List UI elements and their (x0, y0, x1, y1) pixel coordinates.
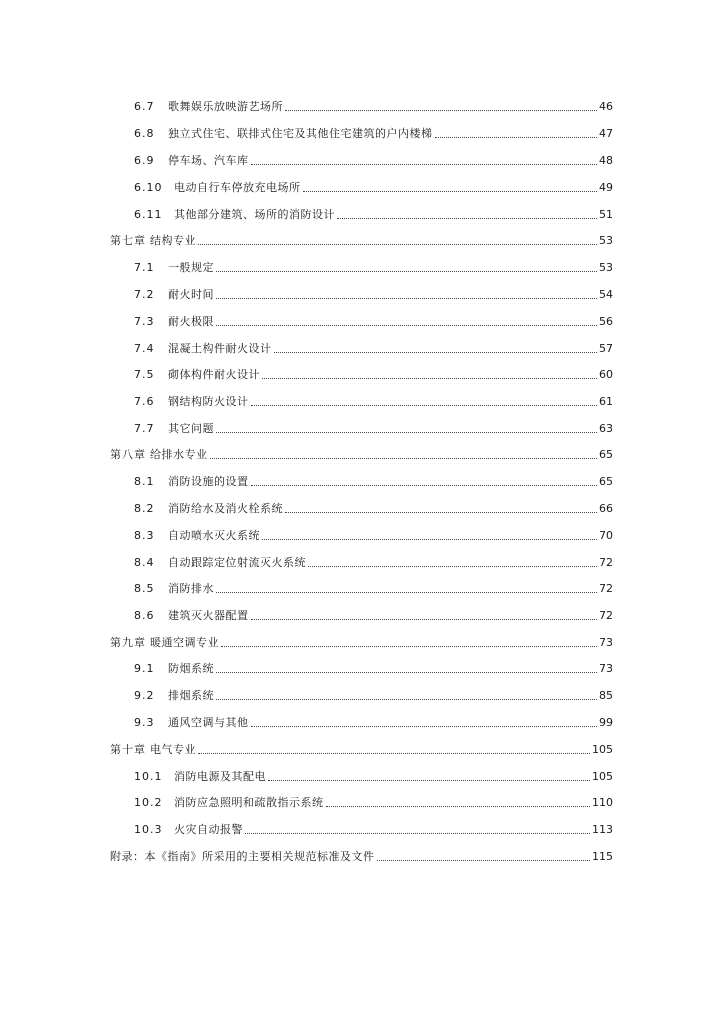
dot-leader (268, 779, 590, 781)
toc-entry-chapter-10[interactable] (0, 739, 724, 757)
toc-entry-title: 火灾自动报警 (174, 823, 243, 836)
dot-leader (285, 109, 597, 111)
toc-entry-page: 53 (599, 261, 613, 274)
toc-entry-page: 72 (599, 609, 613, 622)
dot-leader (377, 859, 591, 861)
toc-entry-8-1[interactable] (0, 471, 724, 489)
toc-entry-page: 73 (599, 636, 613, 649)
toc-entry-9-1[interactable] (0, 658, 724, 676)
toc-entry-number: 8.3 (134, 529, 155, 542)
toc-entry-number: 7.3 (134, 315, 155, 328)
dot-leader (216, 671, 597, 673)
dot-leader (337, 217, 597, 219)
toc-entry-title: 电动自行车停放充电场所 (174, 181, 301, 194)
toc-entry-7-3[interactable] (0, 311, 724, 329)
toc-entry-number: 7.6 (134, 395, 155, 408)
toc-entry-page: 56 (599, 315, 613, 328)
toc-entry-number: 7.2 (134, 288, 155, 301)
toc-entry-6-11[interactable] (0, 204, 724, 222)
toc-entry-10-2[interactable] (0, 792, 724, 810)
toc-entry-number: 6.11 (134, 208, 163, 221)
toc-entry-appendix[interactable] (0, 846, 724, 864)
dot-leader (326, 805, 591, 807)
toc-entry-chapter-7[interactable] (0, 230, 724, 248)
toc-entry-title: 建筑灭火器配置 (168, 609, 249, 622)
toc-entry-6-10[interactable] (0, 177, 724, 195)
toc-entry-page: 65 (599, 475, 613, 488)
toc-entry-title: 防烟系统 (168, 662, 214, 675)
toc-entry-number: 第八章 (110, 448, 146, 461)
toc-entry-title: 混凝土构件耐火设计 (168, 342, 272, 355)
toc-entry-10-1[interactable] (0, 766, 724, 784)
toc-entry-title: 电气专业 (150, 743, 196, 756)
dot-leader (262, 377, 597, 379)
toc-entry-page: 47 (599, 127, 613, 140)
toc-entry-number: 7.5 (134, 368, 155, 381)
toc-entry-title: 消防电源及其配电 (174, 770, 266, 783)
dot-leader (262, 538, 597, 540)
toc-entry-page: 65 (599, 448, 613, 461)
toc-entry-6-7[interactable] (0, 96, 724, 114)
toc-entry-number: 9.3 (134, 716, 155, 729)
toc-entry-number: 8.4 (134, 556, 155, 569)
toc-entry-page: 72 (599, 582, 613, 595)
toc-entry-number: 10.1 (134, 770, 163, 783)
toc-entry-title: 其他部分建筑、场所的消防设计 (174, 208, 335, 221)
toc-entry-page: 113 (592, 823, 613, 836)
toc-entry-6-9[interactable] (0, 150, 724, 168)
toc-entry-7-1[interactable] (0, 257, 724, 275)
dot-leader (216, 297, 597, 299)
toc-entry-title: 自动喷水灭火系统 (168, 529, 260, 542)
dot-leader (216, 698, 597, 700)
toc-entry-9-3[interactable] (0, 712, 724, 730)
toc-entry-page: 66 (599, 502, 613, 515)
toc-entry-page: 61 (599, 395, 613, 408)
toc-entry-number: 6.8 (134, 127, 155, 140)
toc-entry-8-5[interactable] (0, 578, 724, 596)
toc-entry-page: 46 (599, 100, 613, 113)
dot-leader (308, 565, 597, 567)
toc-entry-number: 10.3 (134, 823, 163, 836)
toc-entry-title: 消防给水及消火栓系统 (168, 502, 283, 515)
toc-entry-page: 110 (592, 796, 613, 809)
dot-leader (216, 270, 597, 272)
toc-entry-10-3[interactable] (0, 819, 724, 837)
dot-leader (435, 136, 598, 138)
toc-entry-title: 消防排水 (168, 582, 214, 595)
toc-entry-number: 8.6 (134, 609, 155, 622)
toc-entry-title: 钢结构防火设计 (168, 395, 249, 408)
dot-leader (251, 618, 598, 620)
toc-entry-chapter-8[interactable] (0, 444, 724, 462)
toc-entry-8-3[interactable] (0, 525, 724, 543)
dot-leader (251, 484, 598, 486)
toc-entry-title: 歌舞娱乐放映游艺场所 (168, 100, 283, 113)
toc-entry-page: 53 (599, 234, 613, 247)
toc-entry-title: 自动跟踪定位射流灭火系统 (168, 556, 306, 569)
dot-leader (303, 190, 598, 192)
toc-entry-7-5[interactable] (0, 364, 724, 382)
toc-entry-7-2[interactable] (0, 284, 724, 302)
toc-entry-page: 115 (592, 850, 613, 863)
toc-entry-title: 耐火极限 (168, 315, 214, 328)
toc-entry-page: 73 (599, 662, 613, 675)
toc-entry-page: 49 (599, 181, 613, 194)
toc-entry-9-2[interactable] (0, 685, 724, 703)
toc-entry-title: 通风空调与其他 (168, 716, 249, 729)
dot-leader (251, 725, 598, 727)
toc-entry-title: 排烟系统 (168, 689, 214, 702)
dot-leader (221, 645, 597, 647)
toc-entry-7-4[interactable] (0, 338, 724, 356)
toc-entry-number: 第九章 (110, 636, 146, 649)
dot-leader (251, 404, 598, 406)
toc-entry-number: 9.2 (134, 689, 155, 702)
toc-entry-number: 6.7 (134, 100, 155, 113)
toc-entry-number: 7.1 (134, 261, 155, 274)
toc-entry-title: 附录：本《指南》所采用的主要相关规范标准及文件 (110, 850, 375, 863)
toc-entry-number: 10.2 (134, 796, 163, 809)
toc-entry-number: 6.10 (134, 181, 163, 194)
toc-entry-page: 99 (599, 716, 613, 729)
toc-entry-number: 8.5 (134, 582, 155, 595)
dot-leader (251, 163, 598, 165)
dot-leader (274, 351, 598, 353)
toc-entry-7-7[interactable] (0, 418, 724, 436)
toc-entry-title: 独立式住宅、联排式住宅及其他住宅建筑的户内楼梯 (168, 127, 433, 140)
toc-entry-number: 8.2 (134, 502, 155, 515)
toc-entry-page: 105 (592, 743, 613, 756)
toc-entry-title: 给排水专业 (150, 448, 208, 461)
dot-leader (198, 752, 590, 754)
toc-entry-page: 54 (599, 288, 613, 301)
toc-entry-title: 其它问题 (168, 422, 214, 435)
toc-entry-number: 7.4 (134, 342, 155, 355)
toc-entry-title: 消防设施的设置 (168, 475, 249, 488)
dot-leader (285, 511, 597, 513)
toc-entry-page: 63 (599, 422, 613, 435)
dot-leader (216, 591, 597, 593)
dot-leader (245, 832, 590, 834)
toc-entry-title: 结构专业 (150, 234, 196, 247)
toc-entry-page: 60 (599, 368, 613, 381)
dot-leader (210, 457, 598, 459)
dot-leader (198, 243, 597, 245)
toc-entry-number: 第七章 (110, 234, 146, 247)
toc-entry-number: 6.9 (134, 154, 155, 167)
toc-entry-title: 停车场、汽车库 (168, 154, 249, 167)
toc-entry-page: 48 (599, 154, 613, 167)
toc-entry-title: 消防应急照明和疏散指示系统 (174, 796, 324, 809)
toc-entry-7-6[interactable] (0, 391, 724, 409)
toc-entry-page: 85 (599, 689, 613, 702)
toc-entry-page: 105 (592, 770, 613, 783)
toc-entry-8-2[interactable] (0, 498, 724, 516)
toc-entry-number: 第十章 (110, 743, 146, 756)
toc-entry-8-6[interactable] (0, 605, 724, 623)
toc-entry-number: 7.7 (134, 422, 155, 435)
toc-entry-8-4[interactable] (0, 552, 724, 570)
toc-entry-number: 8.1 (134, 475, 155, 488)
toc-entry-title: 砌体构件耐火设计 (168, 368, 260, 381)
toc-entry-chapter-9[interactable] (0, 632, 724, 650)
toc-entry-title: 一般规定 (168, 261, 214, 274)
toc-entry-number: 9.1 (134, 662, 155, 675)
toc-entry-page: 57 (599, 342, 613, 355)
toc-entry-page: 72 (599, 556, 613, 569)
toc-entry-title: 暖通空调专业 (150, 636, 219, 649)
toc-entry-page: 70 (599, 529, 613, 542)
dot-leader (216, 431, 597, 433)
dot-leader (216, 324, 597, 326)
toc-entry-title: 耐火时间 (168, 288, 214, 301)
toc-entry-6-8[interactable] (0, 123, 724, 141)
toc-entry-page: 51 (599, 208, 613, 221)
